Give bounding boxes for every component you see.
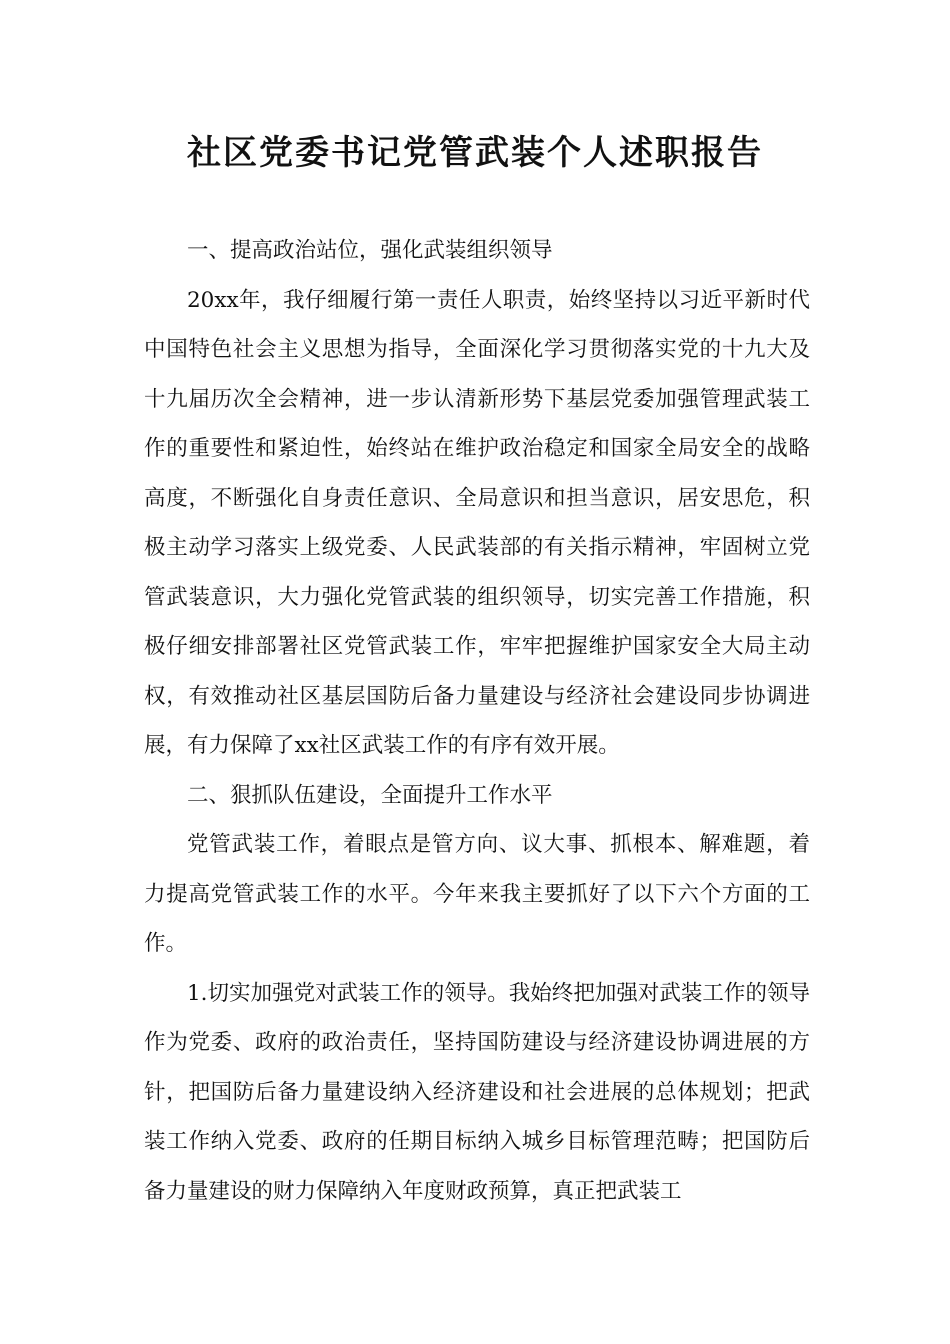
section-heading: 二、狠抓队伍建设，全面提升工作水平 [187,782,553,808]
document-body [144,226,810,1216]
paragraph: 1.切实加强党对武装工作的领导。我始终把加强对武装工作的领导作为党委、政府的政治责任，坚持国防建设与经济建设协调进展的方针，把国防后备力量建设纳入经济建设和社会进展的总体规划；把武装工作纳入党委、政府的任期目标纳入城乡目标管理范畴；把国防后备力量建设的财力保障纳入年度财政预算，真正把武装工 [144,980,810,1204]
paragraph: 20xx年，我仔细履行第一责任人职责，始终坚持以习近平新时代中国特色社会主义思想为指导，全面深化学习贯彻落实党的十九大及十九届历次全会精神，进一步认清新形势下基层党委加强管理武装工作的重要性和紧迫性，始终站在维护政治稳定和国家全局安全的战略高度，不断强化自身责任意识、全局意识和担当意识，居安思危，积极主动学习落实上级党委、人民武装部的有关指示精神，牢固树立党管武装意识，大力强化党管武装的组织领导，切实完善工作措施，积极仔细安排部署社区党管武装工作，牢牢把握维护国家安全大局主动权，有效推动社区基层国防后备力量建设与经济社会建设同步协调进展，有力保障了xx社区武装工作的有序有效开展。 [144,287,810,758]
document-title: 社区党委书记党管武装个人述职报告 [187,133,763,173]
section-heading: 一、提高政治站位，强化武装组织领导 [187,238,553,263]
paragraph: 党管武装工作，着眼点是管方向、议大事、抓根本、解难题，着力提高党管武装工作的水平。今年来我主要抓好了以下六个方面的工作。 [144,832,810,956]
